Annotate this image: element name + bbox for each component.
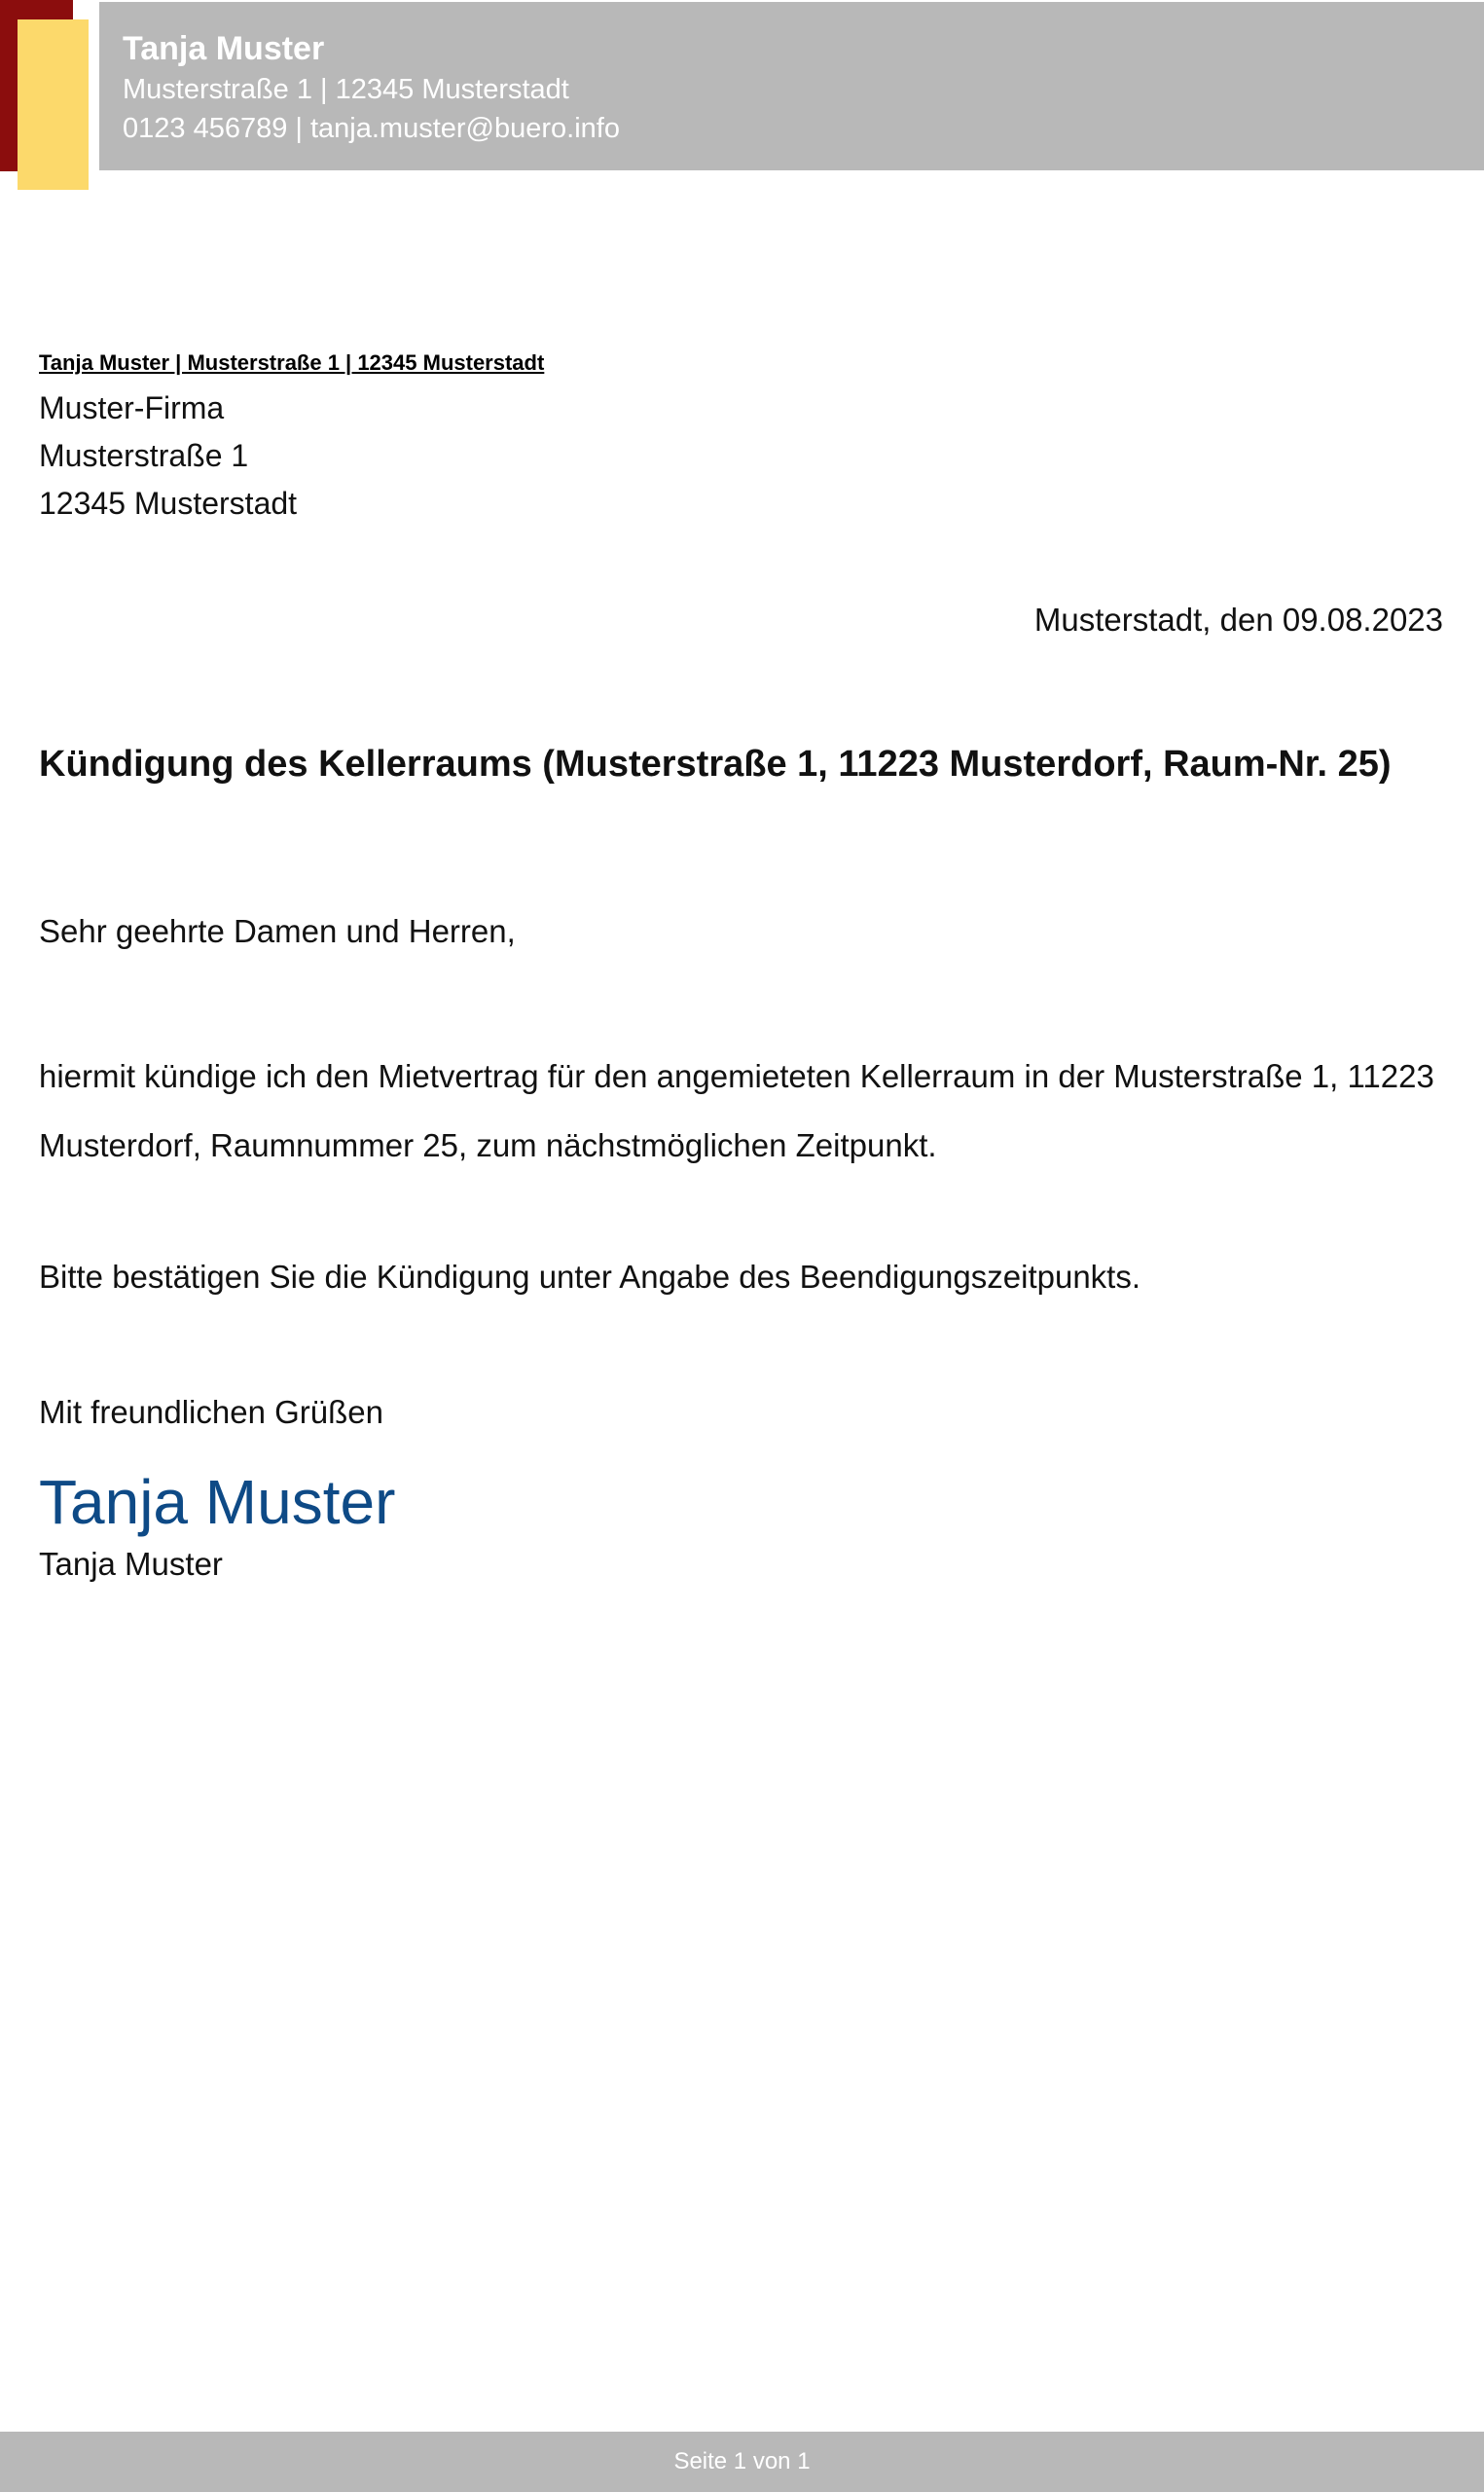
sender-return-line: Tanja Muster | Musterstraße 1 | 12345 Musterstadt: [39, 350, 545, 375]
page-number: Seite 1 von 1: [673, 2448, 811, 2474]
letterhead: [99, 2, 1484, 170]
recipient-city: 12345 Musterstadt: [39, 486, 298, 521]
letter-date: Musterstadt, den 09.08.2023: [1033, 602, 1443, 638]
letterhead-name: Tanja Muster: [123, 30, 325, 67]
decor-yellow-block: [18, 19, 89, 190]
salutation: Sehr geehrte Damen und Herren,: [39, 913, 516, 949]
body-paragraph: hiermit kündige ich den Mietvertrag für den angemieteten Kellerraum in der Musterstraße 1, 11223 Musterdorf, Raumnummer 25, zum nächstmöglichen Zeitpunkt.: [39, 1058, 1434, 1163]
recipient-street: Musterstraße 1: [39, 438, 249, 473]
recipient-address: [39, 385, 297, 528]
signature: Tanja Muster: [39, 1467, 396, 1537]
closing-phrase: Mit freundlichen Grüßen: [39, 1394, 383, 1430]
letter-subject: Kündigung des Kellerraums (Musterstraße 1, 11223 Musterdorf, Raum-Nr. 25): [39, 744, 1392, 785]
confirmation-request: Bitte bestätigen Sie die Kündigung unter Angabe des Beendigungszeitpunkts.: [39, 1259, 1141, 1295]
letterhead-contact: 0123 456789 | tanja.muster@buero.info: [123, 113, 620, 144]
page-footer: [0, 2432, 1484, 2492]
recipient-company: Muster-Firma: [39, 390, 225, 425]
letterhead-address: Musterstraße 1 | 12345 Musterstadt: [123, 74, 569, 105]
typed-name: Tanja Muster: [39, 1546, 223, 1582]
